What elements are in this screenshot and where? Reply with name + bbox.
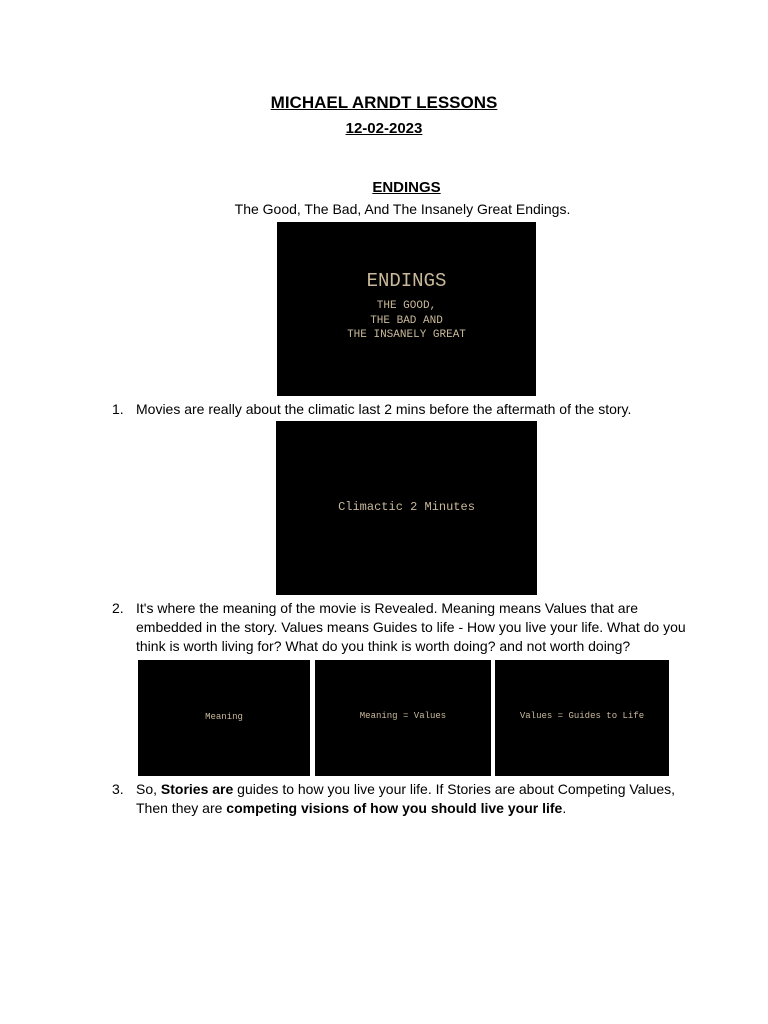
- frame-caption: Climactic 2 Minutes: [338, 500, 475, 514]
- frame-line: THE BAD AND: [370, 315, 443, 327]
- climactic-frame: [276, 421, 537, 595]
- meaning-values-frame: [315, 660, 491, 776]
- list-text: Movies are really about the climatic last 2 mins before the aftermath of the story.: [136, 401, 632, 417]
- list-text: It's where the meaning of the movie is Revealed. Meaning means Values that are embedded in the story. Values means Guides to life - How you live your life. What do you think is worth living for? What do you think is worth doing? and not worth doing?: [136, 600, 686, 654]
- bold-segment: competing visions of how you should live your life: [226, 800, 563, 816]
- text-segment: So,: [136, 781, 161, 797]
- text-segment: guides to how you live your life. If Stories are about Competing Values, Then they are: [136, 781, 676, 816]
- list-number: 1.: [112, 401, 124, 417]
- frame-heading: ENDINGS: [366, 270, 447, 292]
- bold-segment: Stories are: [160, 781, 234, 797]
- list-number: 2.: [112, 600, 124, 616]
- text-segment: .: [562, 800, 567, 816]
- document-title: MICHAEL ARNDT LESSONS: [270, 93, 498, 112]
- document-date: 12-02-2023: [345, 120, 423, 137]
- frame-line: THE INSANELY GREAT: [347, 329, 466, 341]
- frame-caption: Meaning = Values: [359, 711, 447, 721]
- list-number: 3.: [112, 781, 124, 797]
- frame-caption: Values = Guides to Life: [519, 711, 645, 721]
- meaning-frame: [138, 660, 310, 776]
- frame-line: THE GOOD,: [376, 300, 437, 312]
- endings-title-frame: [277, 222, 536, 396]
- section-heading: ENDINGS: [372, 179, 441, 196]
- list-text: [136, 780, 686, 818]
- section-subtitle: The Good, The Bad, And The Insanely Great Endings.: [234, 201, 571, 217]
- values-guides-frame: [495, 660, 669, 776]
- frame-caption: Meaning: [205, 712, 243, 722]
